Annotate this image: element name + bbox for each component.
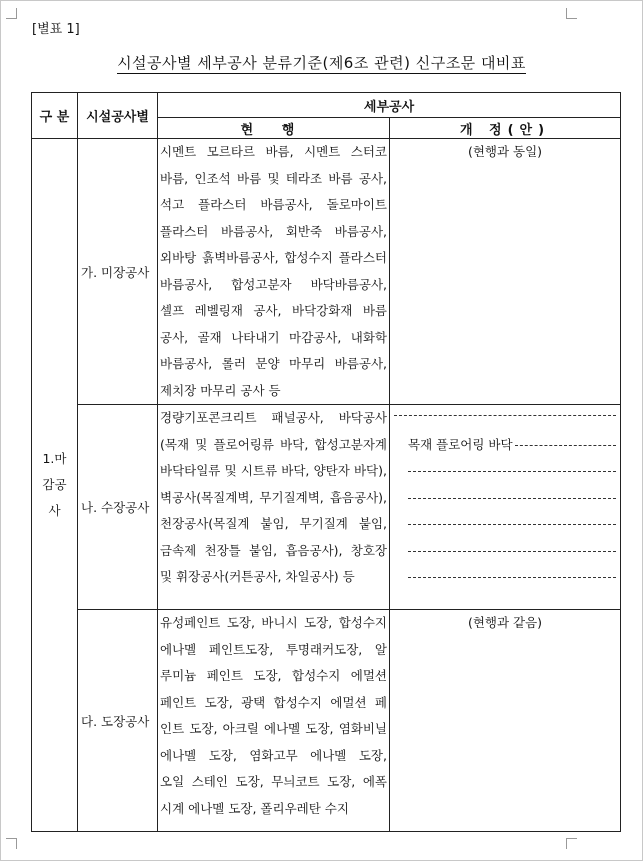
category-cell — [32, 139, 78, 832]
type-cell: 다. 도장공사 — [78, 610, 158, 832]
text-line: 석고 플라스터 바름공사, 돌로마이트 — [160, 197, 387, 212]
comparison-table — [31, 92, 621, 832]
dashed-line — [390, 485, 620, 512]
header-gubun: 구 분 — [32, 93, 78, 139]
current-text-cell — [158, 610, 390, 832]
text-line: 공사, 골재 나타내기 마감공사, 내화학 — [160, 329, 387, 345]
text-line: 및 휘장공사(커튼공사, 차일공사) 등 — [160, 569, 355, 584]
current-text-cell — [158, 405, 390, 610]
text-line: 플라스터 바름공사, 회반죽 바름공사, — [160, 223, 387, 239]
revised-text-cell — [390, 139, 621, 405]
text-line: 에나멜 도장, 염화고무 에나멜 도장, — [160, 747, 387, 763]
appendix-label: [별표 1] — [32, 22, 80, 37]
text-line: 금속제 천장틀 붙임, 흡음공사), 창호장 — [160, 542, 387, 558]
document-title — [0, 52, 643, 73]
revised-text-cell — [390, 610, 621, 832]
current-text-cell — [158, 139, 390, 405]
crop-mark — [6, 838, 17, 849]
text-line: 시멘트 모르타르 바름, 시멘트 스터코 — [160, 144, 387, 159]
text-line: 루미늄 페인트 도장, 합성수지 에멀션 — [160, 668, 387, 683]
text-line: 오일 스테인 도장, 무늬코트 도장, 에폭 — [160, 774, 387, 789]
table-row — [32, 610, 621, 832]
revised-text-cell — [390, 405, 621, 610]
table-row — [32, 139, 621, 405]
text-line: 시계 에나멜 도장, 폴리우레탄 수지 — [160, 800, 349, 816]
crop-mark — [566, 8, 577, 19]
text-line: 천장공사(목질계 붙임, 무기질계 붙임, — [160, 516, 387, 531]
text-line: 바름공사, 합성고분자 바닥바름공사, — [160, 276, 387, 292]
revised-text: (현행과 동일) — [467, 144, 543, 159]
text-line: 바름, 인조석 바름 및 테라조 바름 공사, — [160, 170, 387, 186]
text-line: 에나멜 페인트도장, 투명래커도장, 알 — [160, 641, 387, 657]
dashed-line — [390, 564, 620, 591]
dashed-line — [390, 405, 620, 432]
revised-text: 목재 플로어링 바닥 — [390, 432, 620, 459]
text-line: 유성페인트 도장, 바니시 도장, 합성수지 — [160, 615, 387, 630]
type-cell: 나. 수장공사 — [78, 405, 158, 610]
dashed-line — [390, 538, 620, 565]
header-revised: 개 정(안) — [390, 118, 621, 139]
text-line: 벽공사(목질계벽, 무기질계벽, 흡음공사), — [160, 489, 387, 505]
dashed-line — [390, 458, 620, 485]
text-line: 외바탕 흙벽바름공사, 합성수지 플라스터 — [160, 250, 387, 265]
text-line: 인트 도장, 아크릴 에나멜 도장, 염화비닐 — [160, 721, 387, 736]
dashed-line — [390, 511, 620, 538]
document-title-text: 시설공사별 세부공사 분류기준(제6조 관련) 신구조문 대비표 — [117, 54, 526, 72]
text-line: 바닥타일류 및 시트류 바닥, 양탄자 바닥), — [160, 463, 387, 478]
crop-mark — [566, 838, 577, 849]
header-current: 현 행 — [158, 118, 390, 139]
header-facility-type: 시설공사별 — [78, 93, 158, 139]
header-detail-work: 세부공사 — [158, 93, 621, 118]
text-line: (목재 및 플로어링류 바닥, 합성고분자계 — [160, 436, 387, 452]
revised-text: (현행과 같음) — [467, 615, 543, 630]
type-cell: 가. 미장공사 — [78, 139, 158, 405]
text-line: 경량기포콘크리트 패널공사, 바닥공사 — [160, 410, 387, 425]
text-line: 제치장 마무리 공사 등 — [160, 382, 281, 398]
text-line: 바름공사, 롤러 문양 마무리 바름공사, — [160, 356, 387, 371]
text-line: 셀프 레벨링재 공사, 바닥강화재 바름 — [160, 303, 387, 318]
crop-mark — [6, 8, 17, 19]
text-line: 페인트 도장, 광택 합성수지 에멀션 페 — [160, 694, 387, 710]
category-label: 1.마감공사 — [42, 451, 67, 518]
header-row — [32, 93, 621, 118]
table-row — [32, 405, 621, 610]
